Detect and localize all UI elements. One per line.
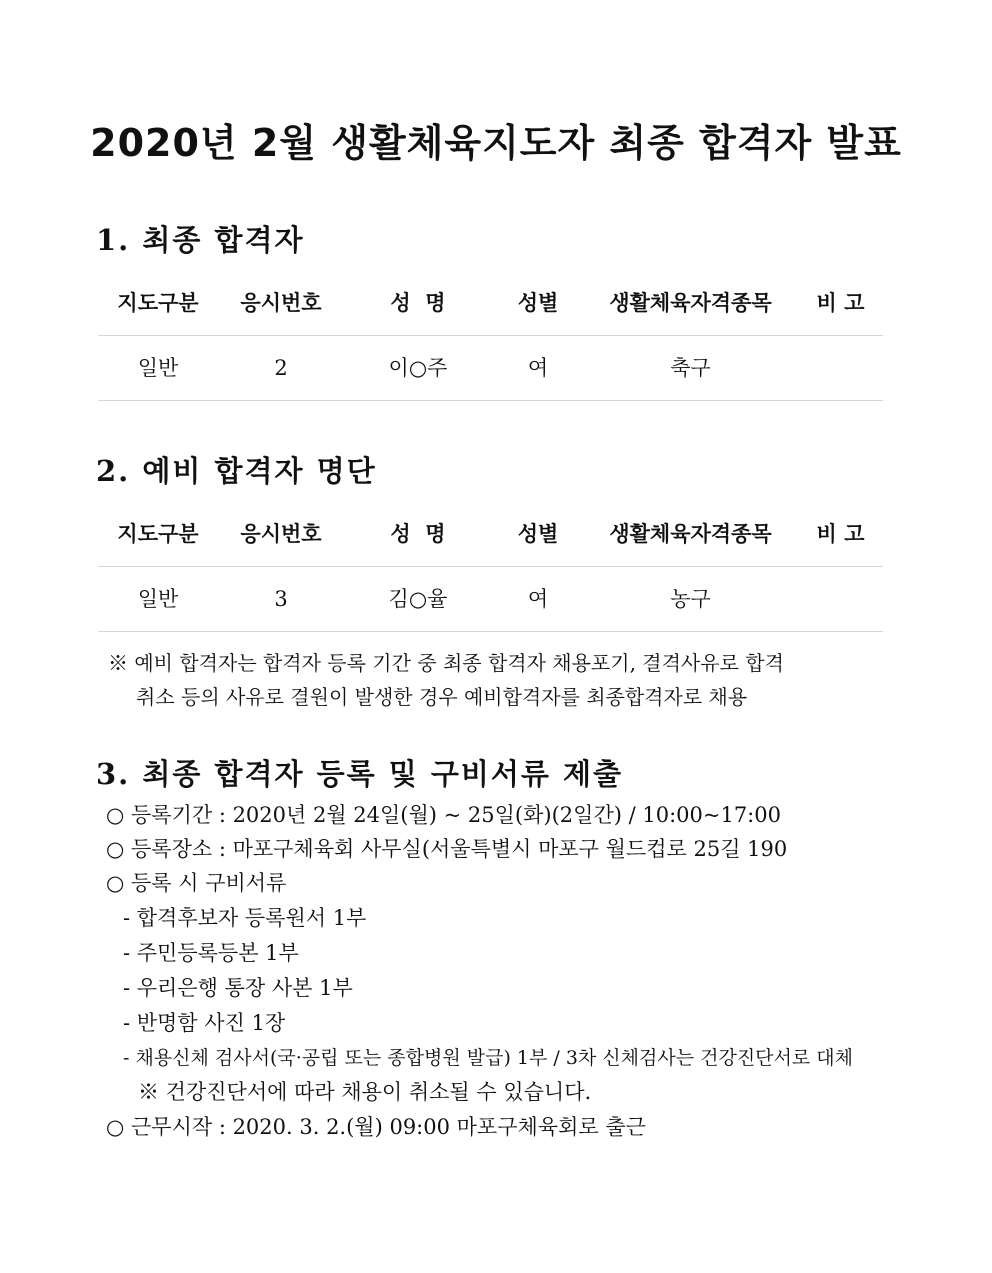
table-cell: 일반 [137,356,179,380]
section-2-heading: 2. 예비 합격자 명단 [96,454,377,488]
column-header: 성 명 [390,521,446,546]
required-documents-title: ○ 등록 시 구비서류 [106,871,287,895]
table-row [98,567,883,632]
column-header: 응시번호 [240,290,322,315]
table-cell: 김○율 [388,587,448,611]
column-header: 비 고 [816,290,865,315]
table-cell [798,336,883,400]
final-passers-table [98,271,883,401]
work-start: ○ 근무시작 : 2020. 3. 2.(월) 09:00 마포구체육회로 출근 [106,1115,646,1139]
table-cell: 여 [527,356,549,380]
reserve-note-line-2: 취소 등의 사유로 결원이 발생한 경우 예비합격자를 최종합격자로 채용 [136,685,748,709]
table-cell: 이○주 [388,356,448,380]
table-cell: 3 [274,587,288,611]
document-item: - 채용신체 검사서(국·공립 또는 종합병원 발급) 1부 / 3차 신체검사는 건강진단서로 대체 [123,1047,853,1069]
section-1-heading: 1. 최종 합격자 [96,223,305,257]
table-cell: 일반 [137,587,179,611]
table-cell [798,567,883,631]
registration-place: ○ 등록장소 : 마포구체육회 사무실(서울특별시 마포구 월드컵로 25길 190 [106,837,788,861]
column-header: 비 고 [816,521,865,546]
column-header: 성별 [517,521,559,546]
table-cell: 여 [527,587,549,611]
column-header: 생활체육자격종목 [609,290,772,315]
page-title: 2020년 2월 생활체육지도자 최종 합격자 발표 [90,121,902,165]
reserve-note [108,646,908,714]
document-item: - 합격후보자 등록원서 1부 [123,906,367,930]
reserve-note-line-1: ※ 예비 합격자는 합격자 등록 기간 중 최종 합격자 채용포기, 결격사유로 합격 [108,651,784,675]
documents-note: ※ 건강진단서에 따라 채용이 취소될 수 있습니다. [138,1080,592,1104]
reserve-passers-table [98,502,883,632]
column-header: 지도구분 [117,290,199,315]
column-header: 성별 [517,290,559,315]
table-cell: 2 [274,356,288,380]
table-header-row [98,271,883,336]
table-row [98,336,883,401]
registration-period: ○ 등록기간 : 2020년 2월 24일(월) ~ 25일(화)(2일간) / 10:00~17:00 [106,803,781,827]
column-header: 성 명 [390,290,446,315]
document-item: - 반명함 사진 1장 [123,1011,286,1035]
document-item: - 주민등록등본 1부 [123,941,299,965]
document-item: - 우리은행 통장 사본 1부 [123,976,353,1000]
table-cell: 축구 [670,356,711,380]
section-3-heading: 3. 최종 합격자 등록 및 구비서류 제출 [96,757,624,791]
column-header: 생활체육자격종목 [609,521,772,546]
table-cell: 농구 [670,587,711,611]
table-header-row [98,502,883,567]
column-header: 지도구분 [117,521,199,546]
column-header: 응시번호 [240,521,322,546]
